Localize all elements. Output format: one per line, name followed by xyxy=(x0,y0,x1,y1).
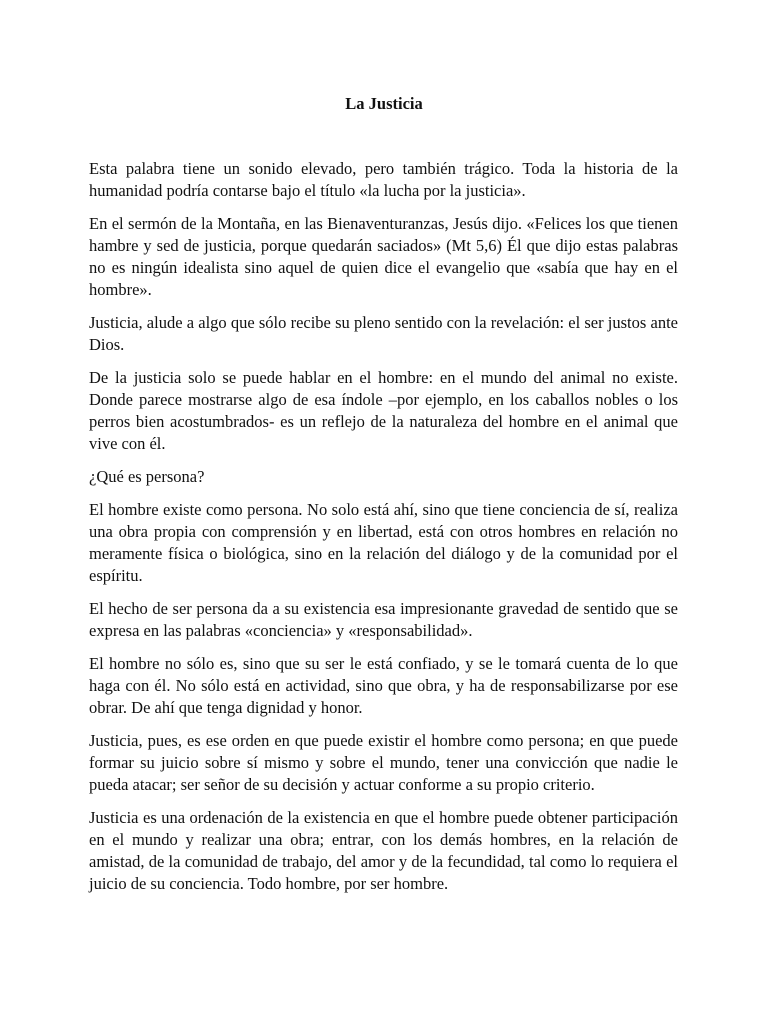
paragraph-4: De la justicia solo se puede hablar en el hombre: en el mundo del animal no existe. Donde parece mostrarse algo de esa índole –por ejemplo, en los caballos nobles o los perros bien acostumbrados- es un reflejo de la naturaleza del hombre en el animal que vive con él. xyxy=(89,368,678,453)
paragraph-3: Justicia, alude a algo que sólo recibe su pleno sentido con la revelación: el ser justos ante Dios. xyxy=(89,313,678,354)
paragraph-7: El hombre no sólo es, sino que su ser le está confiado, y se le tomará cuenta de lo que haga con él. No sólo está en actividad, sino que obra, y ha de responsabilizarse por ese obrar. De ahí que tenga dignidad y honor. xyxy=(89,654,678,717)
paragraph-9: Justicia es una ordenación de la existencia en que el hombre puede obtener participación en el mundo y realizar una obra; entrar, con los demás hombres, en la relación de amistad, de la comunidad de trabajo, del amor y de la fecundidad, tal como lo requiera el juicio de su conciencia. Todo hombre, por ser hombre. xyxy=(89,808,678,893)
paragraph-5: El hombre existe como persona. No solo está ahí, sino que tiene conciencia de sí, realiza una obra propia con comprensión y en libertad, está con otros hombres en relación no meramente física o biológica, sino en la relación del diálogo y de la comunidad por el espíritu. xyxy=(89,500,678,585)
document-body xyxy=(89,158,678,906)
paragraph-2: En el sermón de la Montaña, en las Bienaventuranzas, Jesús dijo. «Felices los que tienen hambre y sed de justicia, porque quedarán saciados» (Mt 5,6) Él que dijo estas palabras no es ningún idealista sino aquel de quien dice el evangelio que «sabía que hay en el hombre». xyxy=(89,214,678,299)
paragraph-6: El hecho de ser persona da a su existencia esa impresionante gravedad de sentido que se expresa en las palabras «conciencia» y «responsabilidad». xyxy=(89,599,678,640)
paragraph-8: Justicia, pues, es ese orden en que puede existir el hombre como persona; en que puede formar su juicio sobre sí mismo y sobre el mundo, tener una convicción que nadie le pueda atacar; ser señor de su decisión y actuar conforme a su propio criterio. xyxy=(89,731,678,794)
section-question: ¿Qué es persona? xyxy=(89,467,205,486)
document-title: La Justicia xyxy=(345,94,423,113)
paragraph-1: Esta palabra tiene un sonido elevado, pero también trágico. Toda la historia de la humanidad podría contarse bajo el título «la lucha por la justicia». xyxy=(89,159,678,200)
